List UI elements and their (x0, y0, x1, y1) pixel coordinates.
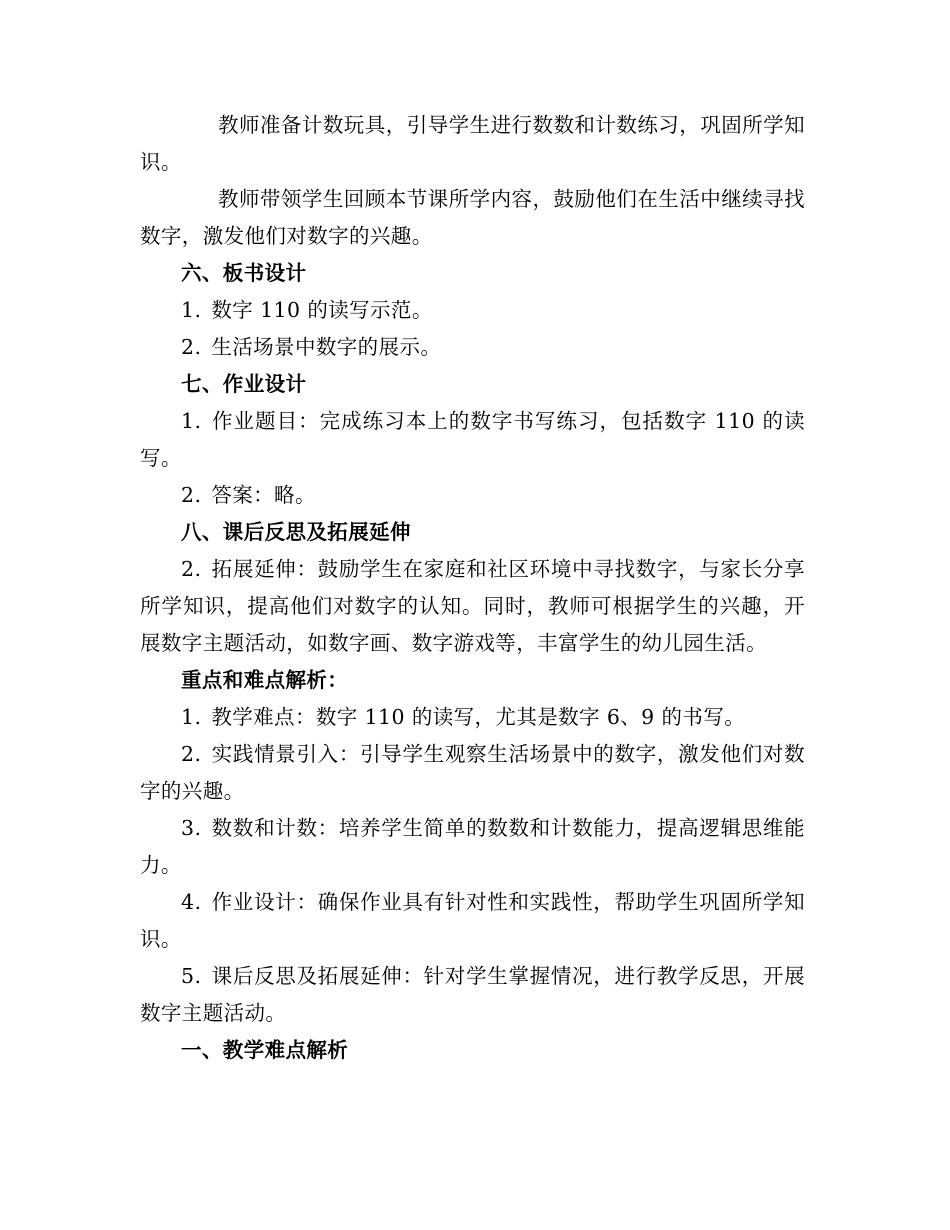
list-item-number: 5. (181, 964, 202, 988)
list-item-text: 答案：略。 (211, 483, 316, 507)
section-heading-homework-design: 七、作业设计 (181, 372, 307, 396)
list-item-number: 1. (181, 409, 202, 433)
paragraph-counting-practice: 教师准备计数玩具，引导学生进行数数和计数练习，巩固所学知识。 (140, 113, 805, 174)
list-item-number: 1. (181, 298, 202, 322)
paragraph-lesson-review: 教师带领学生回顾本节课所学内容，鼓励他们在生活中继续寻找数字，激发他们对数字的兴趣。 (140, 187, 805, 248)
list-item-number: 2. (181, 335, 202, 359)
list-item (140, 403, 805, 477)
list-item-text: 生活场景中数字的展示。 (211, 335, 442, 359)
list-item-text: 拓展延伸：鼓励学生在家庭和社区环境中寻找数字，与家长分享所学知识，提高他们对数字的认知。同时，教师可根据学生的兴趣，开展数字主题活动，如数字画、数字游戏等，丰富学生的幼儿园生活。 (140, 557, 805, 655)
list-item (140, 699, 805, 736)
list-item (140, 884, 805, 958)
list-item (140, 477, 805, 514)
list-item-text: 作业题目：完成练习本上的数字书写练习，包括数字 110 的读写。 (140, 409, 805, 470)
list-item-number: 2. (181, 557, 202, 581)
list-item-number: 4. (181, 890, 202, 914)
document-page (140, 107, 805, 1069)
list-item-number: 2. (181, 742, 202, 766)
list-item (140, 329, 805, 366)
list-item-text: 教学难点：数字 110 的读写，尤其是数字 6、9 的书写。 (211, 705, 746, 729)
list-item-number: 3. (181, 816, 202, 840)
section-heading-reflection: 八、课后反思及拓展延伸 (181, 520, 411, 544)
list-item (140, 736, 805, 810)
list-item-text: 课后反思及拓展延伸：针对学生掌握情况，进行教学反思，开展数字主题活动。 (140, 964, 805, 1025)
list-item-number: 1. (181, 705, 202, 729)
list-item-text: 实践情景引入：引导学生观察生活场景中的数字，激发他们对数字的兴趣。 (140, 742, 805, 803)
list-item (140, 958, 805, 1032)
list-item (140, 551, 805, 662)
list-item-text: 数数和计数：培养学生简单的数数和计数能力，提高逻辑思维能力。 (140, 816, 805, 877)
list-item-number: 2. (181, 483, 202, 507)
list-item (140, 292, 805, 329)
list-item-text: 数字 110 的读写示范。 (211, 298, 433, 322)
section-heading-board-design: 六、板书设计 (181, 261, 307, 285)
section-heading-teaching-difficulty: 一、教学难点解析 (181, 1038, 349, 1062)
list-item-text: 作业设计：确保作业具有针对性和实践性，帮助学生巩固所学知识。 (140, 890, 805, 951)
section-heading-key-points: 重点和难点解析： (181, 668, 349, 692)
list-item (140, 810, 805, 884)
